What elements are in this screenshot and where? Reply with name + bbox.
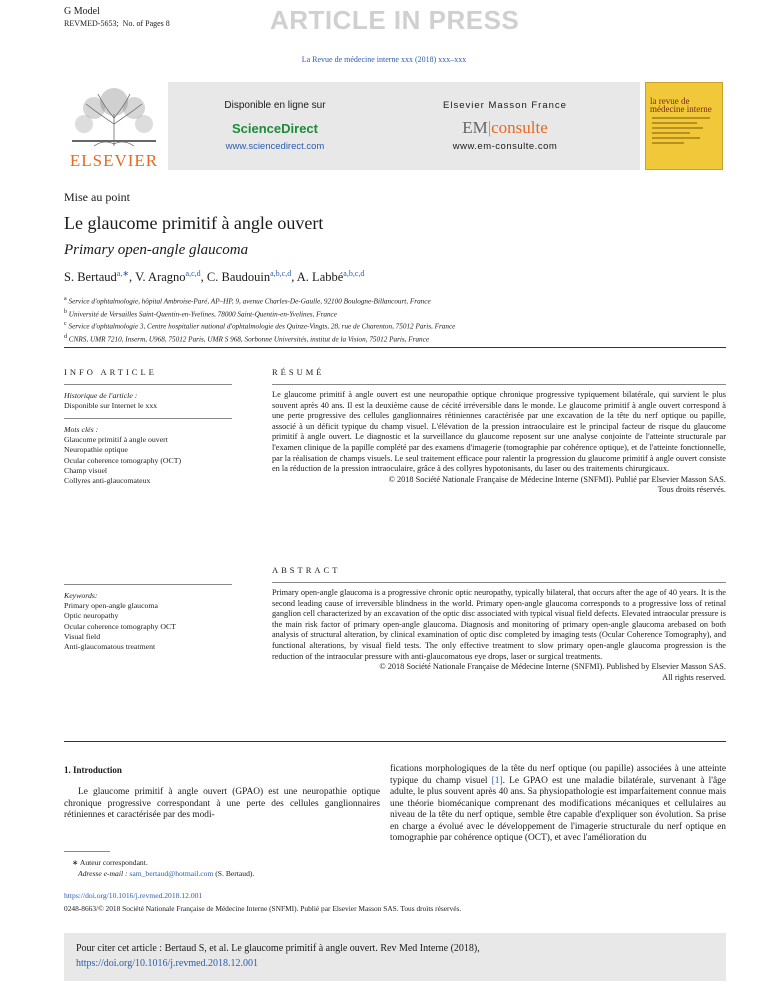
author-affiliation-marker[interactable]: a,c,d [185,269,201,278]
resume-block [272,390,726,496]
keyword-item: Optic neuropathy [64,611,119,621]
affiliation-text: Université de Versailles Saint-Quentin-en-Yvelines, 78000 Saint-Quentin-en-Yvelines, France [68,310,337,319]
intro-left-paragraph: Le glaucome primitif à angle ouvert (GPAO) est une neuropathie optique chronique progressive correspondant à une perte des cellules ganglionnaires rétiniennes et caractérisée par des modi- [64,787,380,820]
keyword-item: Ocular coherence tomography (OCT) [64,455,182,465]
affiliation-marker: d [64,334,67,341]
info-divider-2 [64,418,232,419]
author-name[interactable]: C. Baudouin [206,270,271,285]
em-consulte-word: consulte [491,118,548,137]
affiliation-marker: a [64,296,67,302]
author-affiliation-marker[interactable]: a,b,c,d [343,269,365,278]
email-link[interactable]: sam_bertaud@hotmail.com [129,869,214,878]
abstract-copyright: © 2018 Société Nationale Française de Médecine Interne (SNFMI). Published by Elsevier Masson SAS. [379,662,726,672]
resume-rights: Tous droits réservés. [657,485,726,495]
affiliation-text: Service d'ophtalmologie, hôpital Ambroise-Paré, AP–HP, 9, avenue Charles-De-Gaulle, 92100 Boulogne-Billancourt, France [68,297,431,306]
g-model-label [64,6,170,30]
author-separator: , [291,270,297,285]
affiliation-list [64,294,455,345]
intro-right-b: . Le GPAO est une maladie bilatérale, survenant à l'âge adulte, le plus souvent après 40 ans. Sa physiopathologie est imparfaitement connue mais une théorie biomécanique comprenant des modifications mécaniques et cellulaires au niveau de la tête du nerf optique, semble être capable d'expliquer son évolution. Sa prise en charge a évolué avec le développement de l'imagerie structurale du nerf optique en tomographie par cohérence optique (OCT), et avec l'amélioration du [390,775,726,843]
keyword-item: Primary open-angle glaucoma [64,601,158,611]
em-france-text: Elsevier Masson France [443,100,567,111]
author-affiliation-marker[interactable]: a,∗ [116,269,130,278]
article-history [64,391,232,411]
footnote-rule [64,851,110,852]
author-name[interactable]: V. Aragno [135,270,186,285]
intro-right-paragraph [390,764,726,845]
author-affiliation-marker[interactable]: a,b,c,d [270,269,292,278]
doi-text[interactable]: https://doi.org/10.1016/j.revmed.2018.12.001 [64,891,203,900]
affiliation-text: Service d'ophtalmologie 3, Centre hospitalier national d'ophtalmologie des Quinze-Vingts, 28, rue de Charenton, 75012 Paris, France [68,322,456,331]
resume-text: Le glaucome primitif à angle ouvert est une neuropathie optique chronique progressive typiquement bilatérale, qui survient le plus souvent après 40 ans. Il est la deuxième cause de cécité irréversible dans le monde. Le glaucome primitif à angle ouvert correspond à une perte progressive des cellules ganglionnaires rétiniennes caractérisée par une excavation de la tête du nerf optique ou papille, associé à un déficit typique du champ visuel. L'élévation de la pression intraoculaire est le principal facteur de risque du glaucome primitif à angle ouvert. Le diagnostic et la surveillance du glaucome reposent sur une analyse conjointe de l'atteinte structurale par l'examen clinique de la papille complété par des examens d'imagerie (tomographie par cohérence optique), et de l'atteinte fonctionnelle, par la réalisation de champs visuels. Le seul traitement efficace pour ralentir la progression du glaucome primitif à angle ouvert consiste en la réduction de la pression intraoculaire, grâce à des collyres hypotonisants, du laser ou des traitements chirurgicaux. [272,390,726,474]
keyword-item: Glaucome primitif à angle ouvert [64,435,168,445]
journal-cover[interactable] [645,82,723,170]
keywords-fr-label: Mots clés : [64,425,99,434]
article-subtitle: Primary open-angle glaucoma [64,242,249,258]
abstract-rights: All rights reserved. [662,672,726,682]
doi-link[interactable] [64,891,202,900]
em-consulte-logo[interactable]: EM|consulte [462,118,548,137]
em-brand: EM [462,118,488,137]
elsevier-wordmark: ELSEVIER [69,151,159,170]
keywords-fr [64,425,232,486]
author-list [64,269,364,285]
affiliation-text: CNRS, UMR 7210, Inserm, U968, 75012 Paris, UMR S 968, Sorbonne Universités, institut de la Vision, 75012 Paris, France [68,335,430,344]
header-divider [64,347,726,348]
abstract-heading: ABSTRACT [272,565,341,575]
corresponding-author-note: ∗ Auteur correspondant. [72,858,148,867]
intro-right-a: fications morphologiques de la tête du nerf optique (ou papille) associées à une atteinte typique du champ visuel [390,764,726,786]
g-model-text: G Model [64,6,100,17]
abstract-end-divider [64,741,726,742]
cover-title-2: médecine interne [650,104,712,114]
email-label: Adresse e-mail : [78,869,128,878]
resume-divider [272,384,726,385]
affiliation-marker: c [64,321,67,328]
manuscript-ref: REVMED-5653; [64,19,119,28]
keyword-item: Anti-glaucomatous treatment [64,642,156,652]
article-in-press-watermark: ARTICLE IN PRESS [270,5,520,35]
email-owner: (S. Bertaud). [213,869,255,878]
keyword-item: Ocular coherence tomography OCT [64,621,176,631]
introduction-heading: 1. Introduction [64,765,122,775]
sciencedirect-logo[interactable]: ScienceDirect [232,121,318,136]
author-separator: , [129,270,136,285]
abstract-block [272,588,726,683]
cover-title-1: la revue de [650,96,690,106]
resume-copyright: © 2018 Société Nationale Française de Médecine Interne (SNFMI). Publié par Elsevier Masson SAS. [388,474,726,484]
info-divider-3 [64,584,232,585]
affiliation-item [64,332,455,345]
abstract-text: Primary open-angle glaucoma is a progressive chronic optic neuropathy, typically bilateral, that occurs after the age of 40 years. It is the second leading cause of irreversible blindness in the world. Primary open-angle glaucoma corresponds to a progressive loss of retinal ganglion cell characterized by an excavation of the optic disc associated with typical visual field defects. Elevated intraocular pressure is the main risk factor of primary open-angle glaucoma. Diagnosis and monitoring of primary open-angle glaucoma arebased on both analysis of structural alteration, by clinical examination of optic disc completed by imaging tests (Ocular Coherence Tomography), and functional alterations, by visual field tests. The only effective treatment to slow primary open-angle glaucoma progression is the reduction of the intraocular pressure with anti-glaucomatous eye drops, laser or surgical treatments. [272,588,726,661]
citation-text: Pour citer cet article : Bertaud S, et al. Le glaucome primitif à angle ouvert. Rev Med Interne (2018), [76,943,480,954]
email-line [78,869,254,879]
affiliation-item [64,307,455,320]
author-name[interactable]: S. Bertaud [64,270,117,285]
keywords-en [64,591,232,652]
em-consulte-link[interactable]: www.em-consulte.com [452,141,558,152]
citation-text-block [76,941,716,971]
affiliation-item [64,319,455,332]
issn-line: 0248-8663/© 2018 Société Nationale Française de Médecine Interne (SNFMI). Publié par Elsevier Masson SAS. Tous droits réservés. [64,904,462,913]
reference-1-link[interactable]: [1] [491,775,503,786]
info-divider-1 [64,384,232,385]
citation-doi-link[interactable]: https://doi.org/10.1016/j.revmed.2018.12.001 [76,958,259,969]
history-label: Historique de l'article : [64,391,138,400]
author-separator: , [200,270,207,285]
journal-line[interactable]: La Revue de médecine interne xxx (2018) xxx–xxx [301,55,467,64]
abstract-divider [272,582,726,583]
info-article-heading: INFO ARTICLE [64,367,157,377]
affiliation-marker: b [64,308,67,315]
keyword-item: Neuropathie optique [64,445,128,455]
article-title: Le glaucome primitif à angle ouvert [64,213,324,233]
keywords-en-label: Keywords: [64,591,98,600]
article-type: Mise au point [64,190,130,204]
sciencedirect-link[interactable]: www.sciencedirect.com [225,141,325,152]
keyword-item: Visual field [64,631,101,641]
resume-heading: RÉSUMÉ [272,367,325,377]
keyword-item: Collyres anti-glaucomateux [64,476,151,486]
page-count: No. of Pages 8 [122,19,170,28]
keyword-item: Champ visuel [64,465,108,475]
available-online-text: Disponible en ligne sur [224,100,326,111]
author-name[interactable]: A. Labbé [296,270,344,285]
affiliation-item [64,294,455,307]
history-value: Disponible sur Internet le xxx [64,401,158,411]
